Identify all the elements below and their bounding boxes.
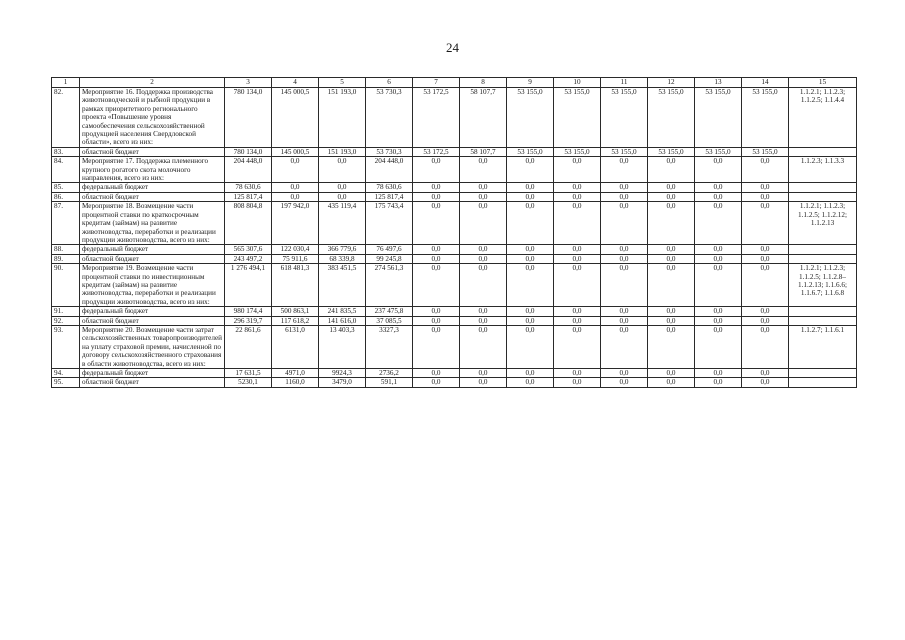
value-cell: 241 835,5 bbox=[319, 307, 366, 316]
value-cell: 274 561,3 bbox=[366, 264, 413, 307]
value-cell: 0,0 bbox=[648, 369, 695, 378]
value-cell: 243 497,2 bbox=[225, 254, 272, 263]
value-cell: 0,0 bbox=[460, 378, 507, 387]
value-cell: 53 155,0 bbox=[648, 88, 695, 148]
value-cell: 0,0 bbox=[413, 307, 460, 316]
row-number: 91. bbox=[52, 307, 80, 316]
value-cell: 204 448,0 bbox=[225, 157, 272, 183]
value-cell: 0,0 bbox=[413, 245, 460, 254]
value-cell: 0,0 bbox=[601, 264, 648, 307]
value-cell: 0,0 bbox=[554, 254, 601, 263]
row-name: федеральный бюджет bbox=[80, 307, 225, 316]
value-cell: 99 245,8 bbox=[366, 254, 413, 263]
value-cell: 0,0 bbox=[554, 316, 601, 325]
value-cell: 0,0 bbox=[460, 192, 507, 201]
value-cell: 75 911,6 bbox=[272, 254, 319, 263]
row-number: 89. bbox=[52, 254, 80, 263]
value-cell: 0,0 bbox=[507, 316, 554, 325]
table-row bbox=[52, 307, 857, 316]
target-refs bbox=[789, 254, 857, 263]
value-cell: 0,0 bbox=[507, 307, 554, 316]
value-cell: 6131,0 bbox=[272, 325, 319, 368]
table-row bbox=[52, 254, 857, 263]
value-cell: 0,0 bbox=[601, 369, 648, 378]
value-cell: 0,0 bbox=[601, 183, 648, 192]
row-number: 82. bbox=[52, 88, 80, 148]
row-name: федеральный бюджет bbox=[80, 369, 225, 378]
value-cell: 0,0 bbox=[648, 202, 695, 245]
value-cell: 0,0 bbox=[507, 192, 554, 201]
value-cell: 0,0 bbox=[742, 157, 789, 183]
column-number: 5 bbox=[319, 78, 366, 88]
value-cell: 0,0 bbox=[742, 307, 789, 316]
table-row bbox=[52, 147, 857, 156]
value-cell: 0,0 bbox=[413, 192, 460, 201]
value-cell: 780 134,0 bbox=[225, 147, 272, 156]
value-cell: 0,0 bbox=[507, 325, 554, 368]
value-cell: 53 730,3 bbox=[366, 88, 413, 148]
value-cell: 980 174,4 bbox=[225, 307, 272, 316]
value-cell: 0,0 bbox=[648, 157, 695, 183]
value-cell: 0,0 bbox=[554, 264, 601, 307]
value-cell: 0,0 bbox=[413, 369, 460, 378]
value-cell: 296 319,7 bbox=[225, 316, 272, 325]
value-cell: 0,0 bbox=[507, 378, 554, 387]
value-cell: 383 451,5 bbox=[319, 264, 366, 307]
value-cell: 37 085,5 bbox=[366, 316, 413, 325]
row-name: областной бюджет bbox=[80, 316, 225, 325]
value-cell: 0,0 bbox=[413, 316, 460, 325]
row-number: 83. bbox=[52, 147, 80, 156]
column-number: 4 bbox=[272, 78, 319, 88]
value-cell: 0,0 bbox=[742, 254, 789, 263]
value-cell: 53 155,0 bbox=[695, 147, 742, 156]
value-cell: 197 942,0 bbox=[272, 202, 319, 245]
value-cell: 0,0 bbox=[554, 202, 601, 245]
column-number: 14 bbox=[742, 78, 789, 88]
table-row bbox=[52, 192, 857, 201]
value-cell: 0,0 bbox=[601, 254, 648, 263]
value-cell: 0,0 bbox=[695, 307, 742, 316]
value-cell: 0,0 bbox=[507, 183, 554, 192]
value-cell: 0,0 bbox=[648, 316, 695, 325]
row-name: Мероприятие 16. Поддержка производства животноводческой и рыбной продукции в рамках приоритетного регионального проекта «Повышение уровня самообеспечения сельскохозяйственной продукцией населения Свердловской области», всего из них: bbox=[80, 88, 225, 148]
column-number: 6 bbox=[366, 78, 413, 88]
value-cell: 0,0 bbox=[460, 254, 507, 263]
target-refs: 1.1.2.3; 1.1.3.3 bbox=[789, 157, 857, 183]
row-name: областной бюджет bbox=[80, 378, 225, 387]
value-cell: 0,0 bbox=[695, 183, 742, 192]
value-cell: 0,0 bbox=[554, 183, 601, 192]
value-cell: 500 863,1 bbox=[272, 307, 319, 316]
row-name: федеральный бюджет bbox=[80, 245, 225, 254]
value-cell: 204 448,0 bbox=[366, 157, 413, 183]
value-cell: 53 155,0 bbox=[507, 88, 554, 148]
value-cell: 78 630,6 bbox=[225, 183, 272, 192]
value-cell: 151 193,0 bbox=[319, 88, 366, 148]
target-refs bbox=[789, 147, 857, 156]
value-cell: 0,0 bbox=[695, 202, 742, 245]
page-number: 24 bbox=[446, 40, 459, 55]
value-cell: 0,0 bbox=[742, 369, 789, 378]
target-refs bbox=[789, 378, 857, 387]
value-cell: 0,0 bbox=[554, 369, 601, 378]
row-number: 93. bbox=[52, 325, 80, 368]
value-cell: 0,0 bbox=[601, 307, 648, 316]
value-cell: 0,0 bbox=[460, 264, 507, 307]
value-cell: 78 630,6 bbox=[366, 183, 413, 192]
value-cell: 0,0 bbox=[648, 183, 695, 192]
row-name: Мероприятие 19. Возмещение части процентной ставки по инвестиционным кредитам (займам) на развитие животноводства, переработки и реализации продукции животноводства, всего из них: bbox=[80, 264, 225, 307]
value-cell: 5230,1 bbox=[225, 378, 272, 387]
value-cell: 76 497,6 bbox=[366, 245, 413, 254]
value-cell: 53 172,5 bbox=[413, 147, 460, 156]
value-cell: 53 155,0 bbox=[742, 88, 789, 148]
value-cell: 145 000,5 bbox=[272, 88, 319, 148]
value-cell: 1 276 494,1 bbox=[225, 264, 272, 307]
value-cell: 780 134,0 bbox=[225, 88, 272, 148]
column-number: 7 bbox=[413, 78, 460, 88]
value-cell: 565 307,6 bbox=[225, 245, 272, 254]
row-number: 86. bbox=[52, 192, 80, 201]
value-cell: 0,0 bbox=[601, 245, 648, 254]
row-name: областной бюджет bbox=[80, 147, 225, 156]
value-cell: 0,0 bbox=[507, 202, 554, 245]
value-cell: 1160,0 bbox=[272, 378, 319, 387]
value-cell: 591,1 bbox=[366, 378, 413, 387]
row-name: федеральный бюджет bbox=[80, 183, 225, 192]
table-row bbox=[52, 202, 857, 245]
value-cell: 53 155,0 bbox=[695, 88, 742, 148]
column-number: 8 bbox=[460, 78, 507, 88]
table-header-row bbox=[52, 78, 857, 88]
value-cell: 13 403,3 bbox=[319, 325, 366, 368]
row-name: Мероприятие 18. Возмещение части процентной ставки по краткосрочным кредитам (займам) на развитие животноводства, переработки и реализации продукции животноводства, всего из них: bbox=[80, 202, 225, 245]
value-cell: 0,0 bbox=[695, 316, 742, 325]
value-cell: 141 616,0 bbox=[319, 316, 366, 325]
value-cell: 0,0 bbox=[695, 157, 742, 183]
column-number: 2 bbox=[80, 78, 225, 88]
budget-table bbox=[51, 77, 857, 388]
value-cell: 0,0 bbox=[648, 192, 695, 201]
value-cell: 0,0 bbox=[601, 202, 648, 245]
value-cell: 68 339,8 bbox=[319, 254, 366, 263]
value-cell: 0,0 bbox=[648, 254, 695, 263]
value-cell: 0,0 bbox=[742, 192, 789, 201]
value-cell: 0,0 bbox=[601, 157, 648, 183]
value-cell: 0,0 bbox=[554, 378, 601, 387]
column-number: 1 bbox=[52, 78, 80, 88]
value-cell: 175 743,4 bbox=[366, 202, 413, 245]
row-number: 92. bbox=[52, 316, 80, 325]
value-cell: 0,0 bbox=[554, 307, 601, 316]
value-cell: 125 817,4 bbox=[225, 192, 272, 201]
value-cell: 0,0 bbox=[460, 202, 507, 245]
target-refs bbox=[789, 316, 857, 325]
value-cell: 0,0 bbox=[695, 264, 742, 307]
value-cell: 0,0 bbox=[460, 183, 507, 192]
value-cell: 53 155,0 bbox=[507, 147, 554, 156]
value-cell: 0,0 bbox=[460, 325, 507, 368]
value-cell: 0,0 bbox=[695, 245, 742, 254]
column-number: 11 bbox=[601, 78, 648, 88]
value-cell: 0,0 bbox=[601, 378, 648, 387]
row-number: 94. bbox=[52, 369, 80, 378]
value-cell: 0,0 bbox=[648, 245, 695, 254]
value-cell: 145 000,5 bbox=[272, 147, 319, 156]
value-cell: 0,0 bbox=[695, 378, 742, 387]
target-refs bbox=[789, 307, 857, 316]
value-cell: 0,0 bbox=[272, 192, 319, 201]
value-cell: 0,0 bbox=[460, 307, 507, 316]
table-row bbox=[52, 264, 857, 307]
value-cell: 53 155,0 bbox=[742, 147, 789, 156]
value-cell: 53 730,3 bbox=[366, 147, 413, 156]
value-cell: 0,0 bbox=[507, 254, 554, 263]
row-name: областной бюджет bbox=[80, 254, 225, 263]
value-cell: 53 155,0 bbox=[648, 147, 695, 156]
value-cell: 0,0 bbox=[554, 325, 601, 368]
value-cell: 58 107,7 bbox=[460, 88, 507, 148]
target-refs bbox=[789, 245, 857, 254]
target-refs: 1.1.2.1; 1.1.2.3; 1.1.2.5; 1.1.4.4 bbox=[789, 88, 857, 148]
value-cell: 2736,2 bbox=[366, 369, 413, 378]
value-cell: 0,0 bbox=[742, 325, 789, 368]
value-cell: 618 481,3 bbox=[272, 264, 319, 307]
row-name: Мероприятие 20. Возмещение части затрат сельскохозяйственных товаропроизводителей на уплату страховой премии, начисленной по договору сельскохозяйственного страхования в области животноводства, всего из них: bbox=[80, 325, 225, 368]
value-cell: 0,0 bbox=[272, 157, 319, 183]
value-cell: 0,0 bbox=[413, 202, 460, 245]
value-cell: 0,0 bbox=[601, 192, 648, 201]
row-number: 88. bbox=[52, 245, 80, 254]
row-number: 95. bbox=[52, 378, 80, 387]
value-cell: 366 779,6 bbox=[319, 245, 366, 254]
value-cell: 3327,3 bbox=[366, 325, 413, 368]
value-cell: 0,0 bbox=[554, 157, 601, 183]
table-row bbox=[52, 245, 857, 254]
table-row bbox=[52, 316, 857, 325]
target-refs bbox=[789, 192, 857, 201]
value-cell: 0,0 bbox=[648, 378, 695, 387]
value-cell: 0,0 bbox=[507, 264, 554, 307]
value-cell: 22 861,6 bbox=[225, 325, 272, 368]
value-cell: 0,0 bbox=[413, 157, 460, 183]
value-cell: 0,0 bbox=[460, 245, 507, 254]
value-cell: 3479,0 bbox=[319, 378, 366, 387]
target-refs: 1.1.2.1; 1.1.2.3; 1.1.2.5; 1.1.2.12; 1.1.2.13 bbox=[789, 202, 857, 245]
column-number: 15 bbox=[789, 78, 857, 88]
value-cell: 4971,0 bbox=[272, 369, 319, 378]
value-cell: 53 155,0 bbox=[554, 88, 601, 148]
value-cell: 0,0 bbox=[413, 378, 460, 387]
table-row bbox=[52, 183, 857, 192]
target-refs: 1.1.2.1; 1.1.2.3; 1.1.2.5; 1.1.2.8– 1.1.2.13; 1.1.6.6; 1.1.6.7; 1.1.6.8 bbox=[789, 264, 857, 307]
value-cell: 0,0 bbox=[319, 192, 366, 201]
row-number: 85. bbox=[52, 183, 80, 192]
target-refs bbox=[789, 369, 857, 378]
row-name: Мероприятие 17. Поддержка племенного крупного рогатого скота молочного направления, всего из них: bbox=[80, 157, 225, 183]
value-cell: 0,0 bbox=[695, 369, 742, 378]
table-row bbox=[52, 88, 857, 148]
value-cell: 0,0 bbox=[742, 378, 789, 387]
row-number: 90. bbox=[52, 264, 80, 307]
value-cell: 0,0 bbox=[460, 316, 507, 325]
value-cell: 0,0 bbox=[601, 316, 648, 325]
value-cell: 0,0 bbox=[272, 183, 319, 192]
value-cell: 151 193,0 bbox=[319, 147, 366, 156]
value-cell: 53 155,0 bbox=[601, 147, 648, 156]
value-cell: 0,0 bbox=[742, 202, 789, 245]
value-cell: 0,0 bbox=[413, 264, 460, 307]
value-cell: 0,0 bbox=[742, 183, 789, 192]
column-number: 10 bbox=[554, 78, 601, 88]
value-cell: 808 804,8 bbox=[225, 202, 272, 245]
value-cell: 0,0 bbox=[319, 157, 366, 183]
table-row bbox=[52, 325, 857, 368]
table-row bbox=[52, 369, 857, 378]
value-cell: 0,0 bbox=[507, 245, 554, 254]
row-name: областной бюджет bbox=[80, 192, 225, 201]
target-refs bbox=[789, 183, 857, 192]
column-number: 12 bbox=[648, 78, 695, 88]
value-cell: 9924,3 bbox=[319, 369, 366, 378]
value-cell: 53 155,0 bbox=[554, 147, 601, 156]
value-cell: 435 119,4 bbox=[319, 202, 366, 245]
table-row bbox=[52, 378, 857, 387]
value-cell: 53 155,0 bbox=[601, 88, 648, 148]
column-number: 13 bbox=[695, 78, 742, 88]
target-refs: 1.1.2.7; 1.1.6.1 bbox=[789, 325, 857, 368]
value-cell: 0,0 bbox=[695, 254, 742, 263]
value-cell: 0,0 bbox=[413, 254, 460, 263]
value-cell: 0,0 bbox=[742, 316, 789, 325]
column-number: 9 bbox=[507, 78, 554, 88]
value-cell: 53 172,5 bbox=[413, 88, 460, 148]
value-cell: 0,0 bbox=[460, 369, 507, 378]
value-cell: 58 107,7 bbox=[460, 147, 507, 156]
value-cell: 0,0 bbox=[648, 325, 695, 368]
row-number: 84. bbox=[52, 157, 80, 183]
value-cell: 0,0 bbox=[554, 192, 601, 201]
value-cell: 117 618,2 bbox=[272, 316, 319, 325]
value-cell: 0,0 bbox=[695, 325, 742, 368]
value-cell: 0,0 bbox=[648, 307, 695, 316]
value-cell: 0,0 bbox=[742, 264, 789, 307]
row-number: 87. bbox=[52, 202, 80, 245]
column-number: 3 bbox=[225, 78, 272, 88]
value-cell: 0,0 bbox=[648, 264, 695, 307]
value-cell: 0,0 bbox=[413, 183, 460, 192]
value-cell: 0,0 bbox=[413, 325, 460, 368]
value-cell: 17 631,5 bbox=[225, 369, 272, 378]
value-cell: 237 475,8 bbox=[366, 307, 413, 316]
value-cell: 0,0 bbox=[507, 369, 554, 378]
value-cell: 0,0 bbox=[742, 245, 789, 254]
value-cell: 125 817,4 bbox=[366, 192, 413, 201]
value-cell: 0,0 bbox=[319, 183, 366, 192]
value-cell: 0,0 bbox=[460, 157, 507, 183]
table-row bbox=[52, 157, 857, 183]
value-cell: 122 030,4 bbox=[272, 245, 319, 254]
value-cell: 0,0 bbox=[554, 245, 601, 254]
value-cell: 0,0 bbox=[695, 192, 742, 201]
value-cell: 0,0 bbox=[601, 325, 648, 368]
value-cell: 0,0 bbox=[507, 157, 554, 183]
